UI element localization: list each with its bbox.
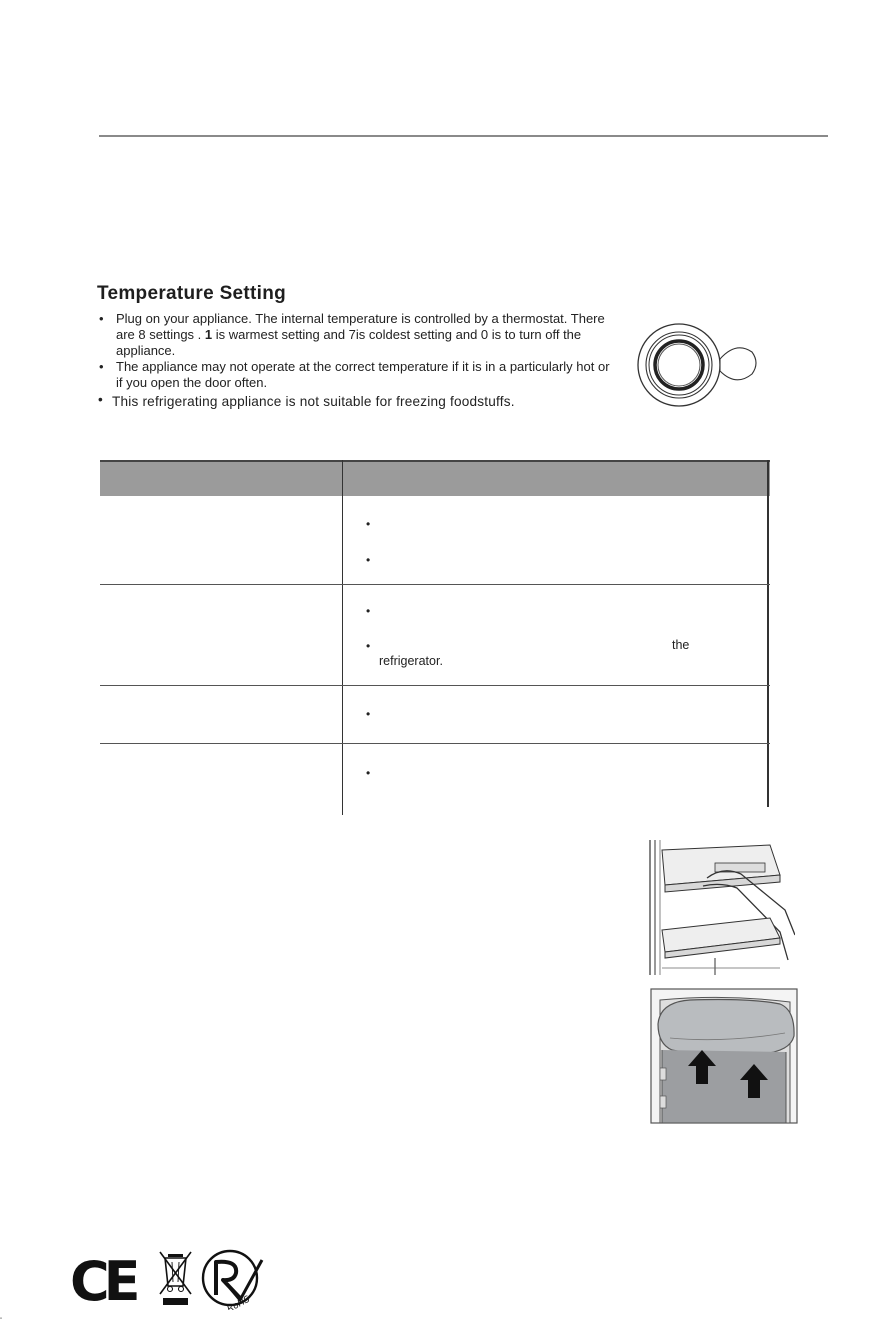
table-bullet: • [366, 517, 371, 531]
rohs-seal-icon [203, 1251, 262, 1310]
temperature-instructions [97, 311, 617, 410]
table-bullet: • [366, 766, 371, 780]
instruction-text: The appliance may not operate at the correct temperature if it is in a particularly hot or if you open the door often. [116, 359, 610, 390]
instruction-text: is warmest setting and 7is coldest setting and 0 is to turn off the appliance. [116, 327, 582, 358]
rohs-text: RoHS [225, 1294, 252, 1310]
compliance-marks-icon [70, 1248, 265, 1310]
instruction-bold-setting: 1 [204, 327, 213, 342]
table-right-edge [767, 460, 769, 807]
table-bullet: • [366, 707, 371, 721]
row-divider [100, 685, 770, 686]
bullet: • [99, 359, 104, 374]
certification-logos [70, 1248, 265, 1310]
table-bullet: • [366, 553, 371, 567]
instruction-item-freezing [97, 394, 617, 410]
thermostat-dial-icon [636, 315, 766, 415]
bullet: • [98, 392, 103, 407]
row-divider [100, 584, 770, 585]
shelf-removal-illustration [645, 840, 795, 975]
instruction-text: This refrigerating appliance is not suitable for freezing foodstuffs. [112, 394, 515, 409]
instruction-item-thermostat [97, 311, 617, 359]
table-bullet: • [366, 639, 371, 653]
troubleshooting-table [100, 460, 770, 815]
crisper-cover-illustration [650, 988, 798, 1124]
cell-text-the: the [672, 638, 690, 652]
bullet: • [99, 311, 104, 326]
table-bullet: • [366, 604, 371, 618]
page-corner-mark: " [0, 1318, 3, 1324]
instruction-item-operation [97, 359, 617, 391]
table-header [100, 460, 770, 496]
instruction-text: Plug on your appliance. The internal temperature is controlled by a thermostat. There are 8 settings . [116, 311, 605, 342]
ce-mark-icon: CE [70, 1250, 135, 1310]
header-rule [99, 135, 828, 137]
weee-bin-icon [160, 1252, 191, 1305]
column-divider [342, 460, 343, 815]
cell-text-refrigerator: refrigerator. [379, 654, 443, 668]
section-title: Temperature Setting [97, 283, 287, 304]
row-divider [100, 743, 770, 744]
